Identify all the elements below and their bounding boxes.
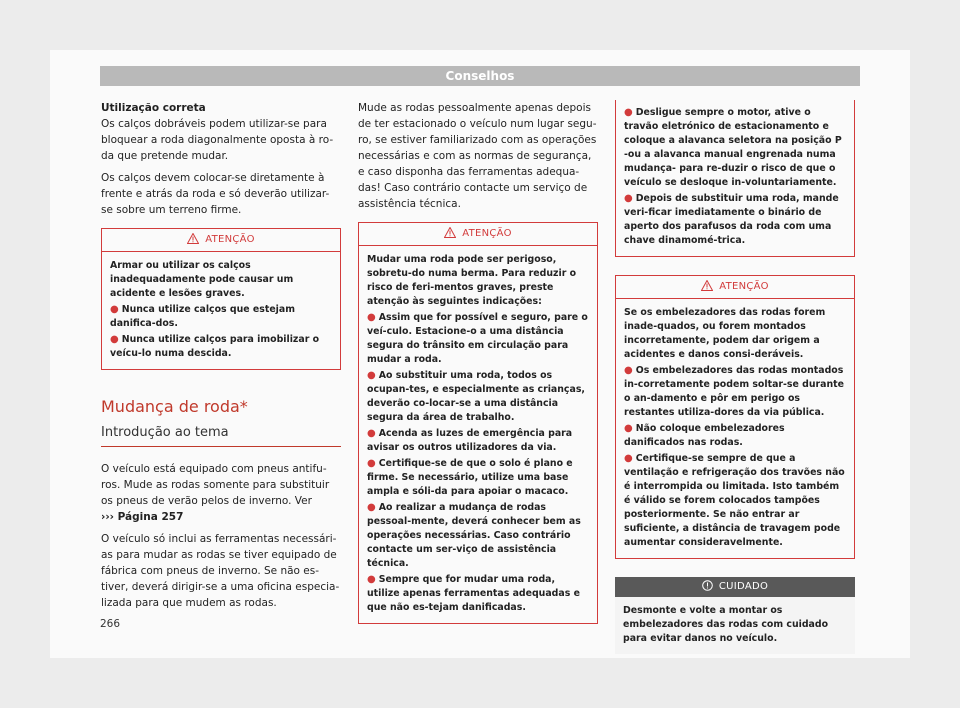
column-2 [358,100,598,624]
list-item: ● Sempre que for mudar uma roda, utilize apenas ferramentas adequadas e que não es-tejam danificadas. [367,574,580,613]
warning-box [358,222,598,624]
bullet-icon: ● [624,107,633,118]
caution-label: CUIDADO [718,581,769,592]
warning-box [615,275,855,559]
paragraph: Mude as rodas pessoalmente apenas depois de ter estacionado o veículo num lugar segu-ro, se estiver familiarizado com as operações necessárias e com as normas de segurança, e caso disponha das ferramentas adequa-das! Caso contrário contacte um serviço de assistência técnica. [358,102,597,210]
page [50,50,910,658]
warning-header [359,223,597,246]
bullet-icon: ● [624,423,633,434]
warning-body [102,252,340,369]
list-item: ● Certifique-se de que o solo é plano e firme. Se necessário, utilize uma base ampla e sóli-da para apoiar o macaco. [367,458,573,497]
list-item: ● Ao realizar a mudança de rodas pessoal-mente, deverá conhecer bem as operações necessárias. Caso contrário contacte um ser-viço de assistência técnica. [367,502,581,569]
bullet-icon: ● [367,312,376,323]
page-link[interactable]: ››› Página 257 [101,511,184,523]
caution-header [615,577,855,597]
warning-header [616,276,854,299]
warning-body [616,100,854,256]
bullet-icon: ● [367,370,376,381]
list-item: ● Nunca utilize calços que estejam danifica-dos. [110,304,295,329]
paragraph: Os calços devem colocar-se diretamente à frente e atrás da roda e só deverão utilizar-se sobre um terreno firme. [101,172,330,216]
warning-box-continued [615,100,855,257]
list-item: ● Não coloque embelezadores danificados nas rodas. [624,423,785,448]
warning-body [359,246,597,623]
page-number: 266 [100,618,121,630]
paragraph: O veículo está equipado com pneus antifu-ros. Mude as rodas somente para substituir os pneus de verão pelos de inverno. Ver ››› Página 257 [101,463,330,523]
subheading: Utilização correta [101,102,206,114]
list-item: ● Nunca utilize calços para imobilizar o veícu-lo numa descida. [110,334,320,359]
warning-triangle-icon [444,225,456,247]
warning-header [102,229,340,252]
column-1 [101,100,341,617]
bullet-icon: ● [110,334,119,345]
bullet-icon: ● [367,458,376,469]
list-item: ● Os embelezadores das rodas montados in-corretamente podem soltar-se durante o an-damento e pôr em perigo os restantes utiliza-dores da via pública. [624,365,844,418]
list-item: ● Acenda as luzes de emergência para avisar os outros utilizadores da via. [367,428,573,453]
list-item: ● Desligue sempre o motor, ative o travão eletrónico de estacionamento e coloque a alavanca seletora na posição P -ou a alavanca manual engrenada numa mudança- para re-duzir o risco de que o veículo se desloque in-voluntariamente. [624,107,842,188]
paragraph: Os calços dobráveis podem utilizar-se para bloquear a roda diagonalmente oposta à ro-da que pretende mudar. [101,118,334,162]
warning-triangle-icon [187,231,199,253]
list-item: ● Depois de substituir uma roda, mande veri-ficar imediatamente o binário de aperto dos parafusos da roda com uma chave dinamomé-trica. [624,193,839,246]
bullet-icon: ● [624,365,633,376]
warning-intro: Mudar uma roda pode ser perigoso, sobretu-do numa berma. Para reduzir o risco de feri-mentos graves, preste atenção às seguintes indicações: [367,254,577,307]
bullet-icon: ● [110,304,119,315]
warning-intro: Se os embelezadores das rodas forem inade-quados, ou forem montados incorretamente, podem dar origem a acidentes e danos consi-deráveis. [624,307,826,360]
warning-triangle-icon [701,278,713,300]
column-3 [615,100,855,654]
paragraph: O veículo só inclui as ferramentas necessári-as para mudar as rodas se tiver equipado de fábrica com pneus de inverno. Se não es-tiver, deverá dirigir-se a uma oficina especia-lizada para que mudem as rodas. [101,533,340,609]
warning-label: ATENÇÃO [205,234,255,245]
warning-label: ATENÇÃO [719,281,769,292]
warning-label: ATENÇÃO [462,228,512,239]
bullet-icon: ● [367,574,376,585]
warning-intro: Armar ou utilizar os calços inadequadamente pode causar um acidente e lesões graves. [110,260,294,299]
section-heading [101,396,341,447]
bullet-icon: ● [367,428,376,439]
list-item: ● Certifique-se sempre de que a ventilação e refrigeração dos travões não é interrompida ou limitada. Isto também é válido se forem colocados tampões posteriormente. Se não entrar ar suficiente, a distância de travagem pode aumentar consideravelmente. [624,453,845,548]
caution-body: Desmonte e volte a montar os embelezadores das rodas com cuidado para evitar danos no veículo. [615,597,855,654]
caution-box [615,577,855,654]
page-header: Conselhos [100,66,860,86]
list-item: ● Ao substituir uma roda, todos os ocupan-tes, e especialmente as crianças, deverão co-locar-se a uma distância segura da área de trabalho. [367,370,585,423]
section-title: Mudança de roda* [101,397,248,416]
section-divider [101,446,341,447]
bullet-icon: ● [624,453,633,464]
list-item: ● Assim que for possível e seguro, pare o veí-culo. Estacione-o a uma distância segura do trânsito em circulação para mudar a roda. [367,312,588,365]
info-circle-icon [702,579,713,599]
bullet-icon: ● [624,193,633,204]
warning-box [101,228,341,370]
section-subtitle: Introdução ao tema [101,425,229,440]
bullet-icon: ● [367,502,376,513]
warning-body [616,299,854,558]
